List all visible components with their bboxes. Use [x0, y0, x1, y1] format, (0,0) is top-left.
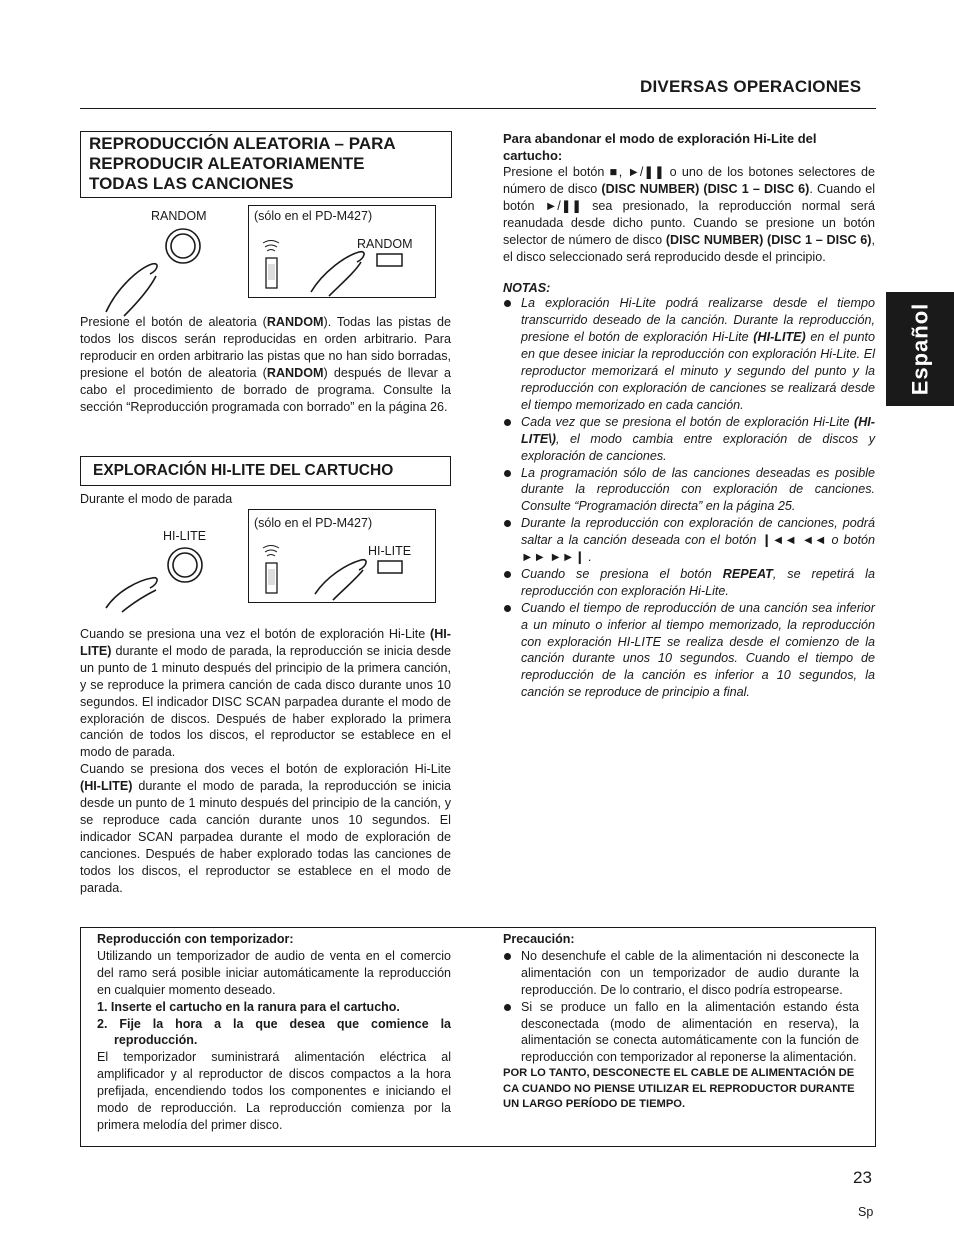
- text-run-bold: RANDOM: [266, 315, 324, 329]
- text-run: Cuando se presiona el botón: [521, 566, 723, 581]
- text-run-bold: (DISC NUMBER) (DISC 1 – DISC 6): [601, 181, 810, 196]
- text-run: Cuando se presiona una vez el botón de exploración Hi-Lite: [80, 627, 431, 641]
- random-button-label: RANDOM: [151, 209, 207, 223]
- random-title-line: TODAS LAS CANCIONES: [89, 174, 294, 193]
- language-tab-label: Español: [907, 302, 933, 396]
- right-column: [503, 130, 875, 701]
- note-item: [503, 600, 875, 701]
- language-code: Sp: [858, 1205, 874, 1219]
- timer-intro: Utilizando un temporizador de audio de venta en el comercio del ramo será posible iniciar automáticamente la reproducción en cualquier momento deseado.: [97, 948, 451, 997]
- timer-title: Reproducción con temporizador:: [97, 932, 294, 946]
- remote-illustration: [249, 510, 437, 604]
- bottom-info-box: [80, 927, 876, 1147]
- text-run-bold: RANDOM: [266, 365, 324, 380]
- text-run-bold: (HI-LITE): [80, 627, 451, 658]
- text-run-bold: (HI-LITE\): [521, 414, 875, 446]
- note-item: [503, 414, 875, 465]
- finger-icon-lower: [122, 590, 156, 612]
- finger-icon-lower: [124, 276, 156, 316]
- remote-note: (sólo en el PD-M427): [254, 516, 373, 530]
- text-run: Cuando el tiempo de reproducción de una canción sea inferior a un minuto o inferior al tiempo memorizado, la reproducción con exploración HI-LITE se realiza desde el comienzo de la canción durante unos 10 segundos. Cuando el tiempo de reproducción de la canción es inferior a 10 segundos, la canción se reproduce de principio a final.: [521, 600, 875, 700]
- timer-playback-column: [97, 931, 451, 1134]
- remote-illustration: [249, 206, 437, 299]
- timer-outro: El temporizador suministrará alimentación eléctrica al amplificador y al reproductor de discos compactos a la hora prefijada, encendiendo todos los componentes e iniciando el modo de reproducción. La reproducción comienza por la primera melodía del primer disco.: [97, 1050, 451, 1132]
- random-title-line: REPRODUCCIÓN ALEATORIA – PARA: [89, 134, 396, 153]
- remote-diagram-hilite: [248, 509, 436, 603]
- remote-hilite-key: [378, 561, 402, 573]
- text-run: , se repetirá la reproducción con exploración Hi-Lite.: [521, 566, 875, 598]
- timer-steps: [97, 999, 451, 1050]
- text-run: ). Todas las pistas de todos los discos serán reproducidas en orden arbitrario. Para reproducir en orden arbitrario las pistas que no han sido borradas, presione el botón de aleatoria (: [80, 315, 452, 380]
- caution-list: [503, 948, 859, 1066]
- page-number: 23: [853, 1168, 872, 1187]
- caution-item: Si se produce un fallo en la alimentación estando ésta desconectada (modo de alimentación en reserva), la alimentación se conecta automáticamente con la función de reproducción con temporizador al reponerse la alimentación.: [503, 999, 859, 1067]
- text-run-bold: (HI-LITE): [753, 330, 806, 345]
- text-run: La exploración Hi-Lite podrá realizarse desde el tiempo transcurrido deseado de la canción. Durante la reproducción, presione el botón de exploración Hi-Lite: [521, 296, 875, 345]
- timer-step: 1. Inserte el cartucho en la ranura para el cartucho.: [97, 999, 400, 1014]
- note-item: [503, 295, 875, 413]
- language-tab: [886, 292, 954, 406]
- caution-column: [503, 931, 859, 1113]
- random-description: [80, 314, 451, 415]
- remote-note: (sólo en el PD-M427): [254, 209, 373, 223]
- timer-step: 2. Fije la hora a la que desea que comience la reproducción.: [97, 1016, 451, 1048]
- finger-icon: [311, 252, 364, 296]
- text-run: , el modo cambia entre exploración de discos y exploración de canciones.: [521, 431, 875, 463]
- exit-hilite-paragraph: [503, 164, 875, 265]
- hilite-description: [80, 626, 451, 897]
- hilite-button-label: HI-LITE: [163, 529, 207, 543]
- random-title-line: REPRODUCIR ALEATORIAMENTE: [89, 154, 365, 173]
- finger-icon: [315, 560, 366, 600]
- text-run: durante el modo de parada, la reproducción se inicia desde un punto de 1 minuto después del principio de la canción, y se reproduce cada canción durante unos 10 segundos. El indicador SCAN parpadea durante el modo de exploración de canciones. Después de haber explorado todas las canciones de todos los discos, el reproductor se establece en el modo de parada.: [80, 779, 451, 895]
- hilite-section-title: EXPLORACIÓN HI-LITE DEL CARTUCHO: [80, 456, 451, 486]
- text-run: Durante la reproducción con exploración de canciones, podrá saltar a la canción deseada con el botón ❙◄◄ ◄◄ o botón ►► ►►❙ .: [521, 516, 875, 565]
- caution-warning: POR LO TANTO, DESCONECTE EL CABLE DE ALIMENTACIÓN DE CA CUANDO NO PIENSE UTILIZAR EL REPRODUCTOR DURANTE UN LARGO PERÍODO DE TIEMPO.: [503, 1067, 855, 1111]
- text-run: La programación sólo de las canciones deseadas es posible durante la reproducción con exploración de canciones. Consulte “Programación directa” en la página 25.: [521, 465, 875, 514]
- notes-list: [503, 295, 875, 701]
- hilite-button-illustration: [100, 546, 210, 614]
- header-rule: [80, 108, 876, 109]
- text-run: ) después de llevar a cabo el procedimiento de borrado de programa. Consulte la sección “Reproducción programada con borrado” en la página 26.: [80, 365, 451, 414]
- text-run: Presione el botón ■, ►/❚❚ o uno de los botones selectores de número de disco: [503, 165, 875, 196]
- remote-control-icon: [263, 241, 279, 289]
- note-item: [503, 566, 875, 600]
- note-item: [503, 515, 875, 566]
- text-run: Presione el botón de aleatoria (: [80, 315, 267, 329]
- random-section-title: [80, 131, 452, 198]
- random-button-illustration: [100, 226, 210, 318]
- text-run-bold: (HI-LITE): [80, 779, 133, 794]
- text-run: Cuando se presiona dos veces el botón de exploración Hi-Lite: [80, 762, 451, 777]
- remote-hilite-label: HI-LITE: [368, 544, 412, 558]
- text-run: durante el modo de parada, la reproducción se inicia desde un punto de 1 minuto después del principio de la primera canción, y se reproduce la primera canción de cada disco durante unos 10 segundos. El indicador DISC SCAN parpadea durante el modo de exploración de discos. Después de haber explorado la primera canción de todos los discos, el reproductor se establece en el modo de parada.: [80, 643, 451, 760]
- caution-item: No desenchufe el cable de la alimentación ni desconecte la alimentación con un temporizador de audio durante la reproducción. De lo contrario, el disco podría estropearse.: [503, 948, 859, 999]
- hilite-paragraph-2: [80, 761, 451, 896]
- section-header-title: DIVERSAS OPERACIONES: [640, 77, 862, 96]
- note-item: [503, 465, 875, 516]
- text-run: . Cuando el botón ►/❚❚ sea presionado, la reproducción normal será reanudada desde dicho punto. Cuando se presione un botón selector de número de disco: [503, 181, 875, 247]
- hilite-subtitle: Durante el modo de parada: [80, 492, 233, 506]
- text-run-bold: REPEAT: [722, 566, 773, 581]
- exit-hilite-heading: Para abandonar el modo de exploración Hi-Lite del cartucho:: [503, 131, 817, 163]
- remote-control-icon: [263, 546, 279, 594]
- text-run: , el disco seleccionado será reproducido desde el principio.: [503, 232, 875, 264]
- text-run-bold: (DISC NUMBER) (DISC 1 – DISC 6): [665, 232, 872, 247]
- remote-random-key: [377, 254, 402, 266]
- hilite-paragraph-1: [80, 626, 451, 761]
- remote-random-label: RANDOM: [357, 237, 413, 251]
- notes-title: NOTAS:: [503, 281, 551, 296]
- text-run: Cada vez que se presiona el botón de exploración Hi-Lite: [521, 414, 855, 429]
- random-button-inner-ring: [171, 234, 195, 258]
- text-run: en el punto en que desee iniciar la reproducción con exploración Hi-Lite. El reproductor memorizará el minuto y segundo del punto y la reproducción con exploración de canciones se realizará desde el tiempo memorizado en cada canción.: [521, 330, 875, 412]
- hilite-button-inner-ring: [173, 553, 197, 577]
- caution-title: Precaución:: [503, 932, 575, 946]
- remote-diagram-random: [248, 205, 436, 298]
